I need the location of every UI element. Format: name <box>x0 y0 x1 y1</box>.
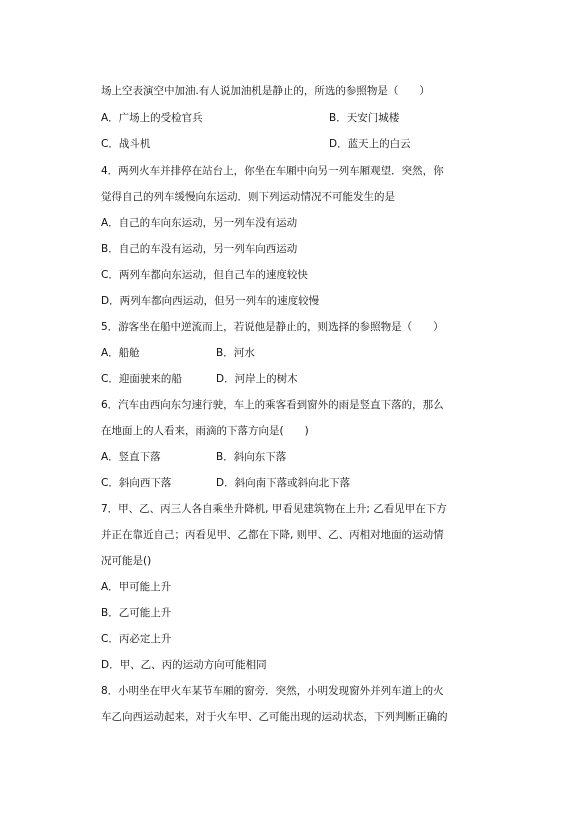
q4-option-d: D．两列车都向西运动，但另一列车的速度较慢 <box>101 295 320 307</box>
q5-option-b: B．河水 <box>216 347 255 359</box>
q5-option-c: C．迎面驶来的船 <box>101 373 182 385</box>
q7-option-a: A．甲可能上升 <box>101 581 172 593</box>
q4-option-c: C．两列车都向东运动，但自己车的速度较快 <box>101 269 308 281</box>
q7-stem-line-1: 7．甲、乙、丙三人各自乘坐升降机, 甲看见建筑物在上升; 乙看见甲在下方 <box>101 503 447 515</box>
q5-option-d: D．河岸上的树木 <box>216 373 298 385</box>
q5-stem: 5．游客坐在船中逆流而上，若说他是静止的，则选择的参照物是（ ） <box>101 321 444 333</box>
q6-stem-line-2: 在地面上的人看来，雨滴的下落方向是( ) <box>101 425 309 437</box>
q4-option-b: B．自己的车没有运动，另一列车向西运动 <box>101 243 298 255</box>
q8-stem-line-2: 车乙向西运动起来，对于火车甲、乙可能出现的运动状态，下列判断正确的 <box>101 711 448 723</box>
q7-option-d: D．甲、乙、丙的运动方向可能相同 <box>101 659 267 671</box>
q3-option-b: B．天安门城楼 <box>329 112 400 124</box>
q6-stem-line-1: 6．汽车由西向东匀速行驶，车上的乘客看到窗外的雨是竖直下落的，那么 <box>101 399 444 411</box>
q8-stem-line-1: 8．小明坐在甲火车某节车厢的窗旁．突然，小明发现窗外并列车道上的火 <box>101 685 444 697</box>
q3-option-a: A．广场上的受检官兵 <box>101 112 203 124</box>
q4-stem-line-1: 4．两列火车并排停在站台上，你坐在车厢中向另一列车厢观望．突然，你 <box>101 165 444 177</box>
q7-stem-line-3: 况可能是() <box>101 555 152 567</box>
q4-stem-line-2: 觉得自己的列车缓慢向东运动．则下列运动情况不可能发生的是 <box>101 191 395 203</box>
q6-option-d: D．斜向南下落或斜向北下落 <box>216 477 351 489</box>
q5-option-a: A．船舱 <box>101 347 140 359</box>
q7-stem-line-2: 并正在靠近自己；丙看见甲、乙都在下降, 则甲、乙、丙相对地面的运动情 <box>101 529 444 541</box>
q6-option-c: C．斜向西下落 <box>101 477 172 489</box>
q3-option-c: C．战斗机 <box>101 138 151 150</box>
q3-stem-tail: 场上空表演空中加油.有人说加油机是静止的，所选的参照物是（ ） <box>101 85 430 97</box>
q6-option-a: A．竖直下落 <box>101 451 161 463</box>
q7-option-b: B．乙可能上升 <box>101 607 172 619</box>
q7-option-c: C．丙必定上升 <box>101 633 172 645</box>
q4-option-a: A．自己的车向东运动，另一列车没有运动 <box>101 217 298 229</box>
q6-option-b: B．斜向东下落 <box>216 451 287 463</box>
q3-option-d: D．蓝天上的白云 <box>329 138 411 150</box>
